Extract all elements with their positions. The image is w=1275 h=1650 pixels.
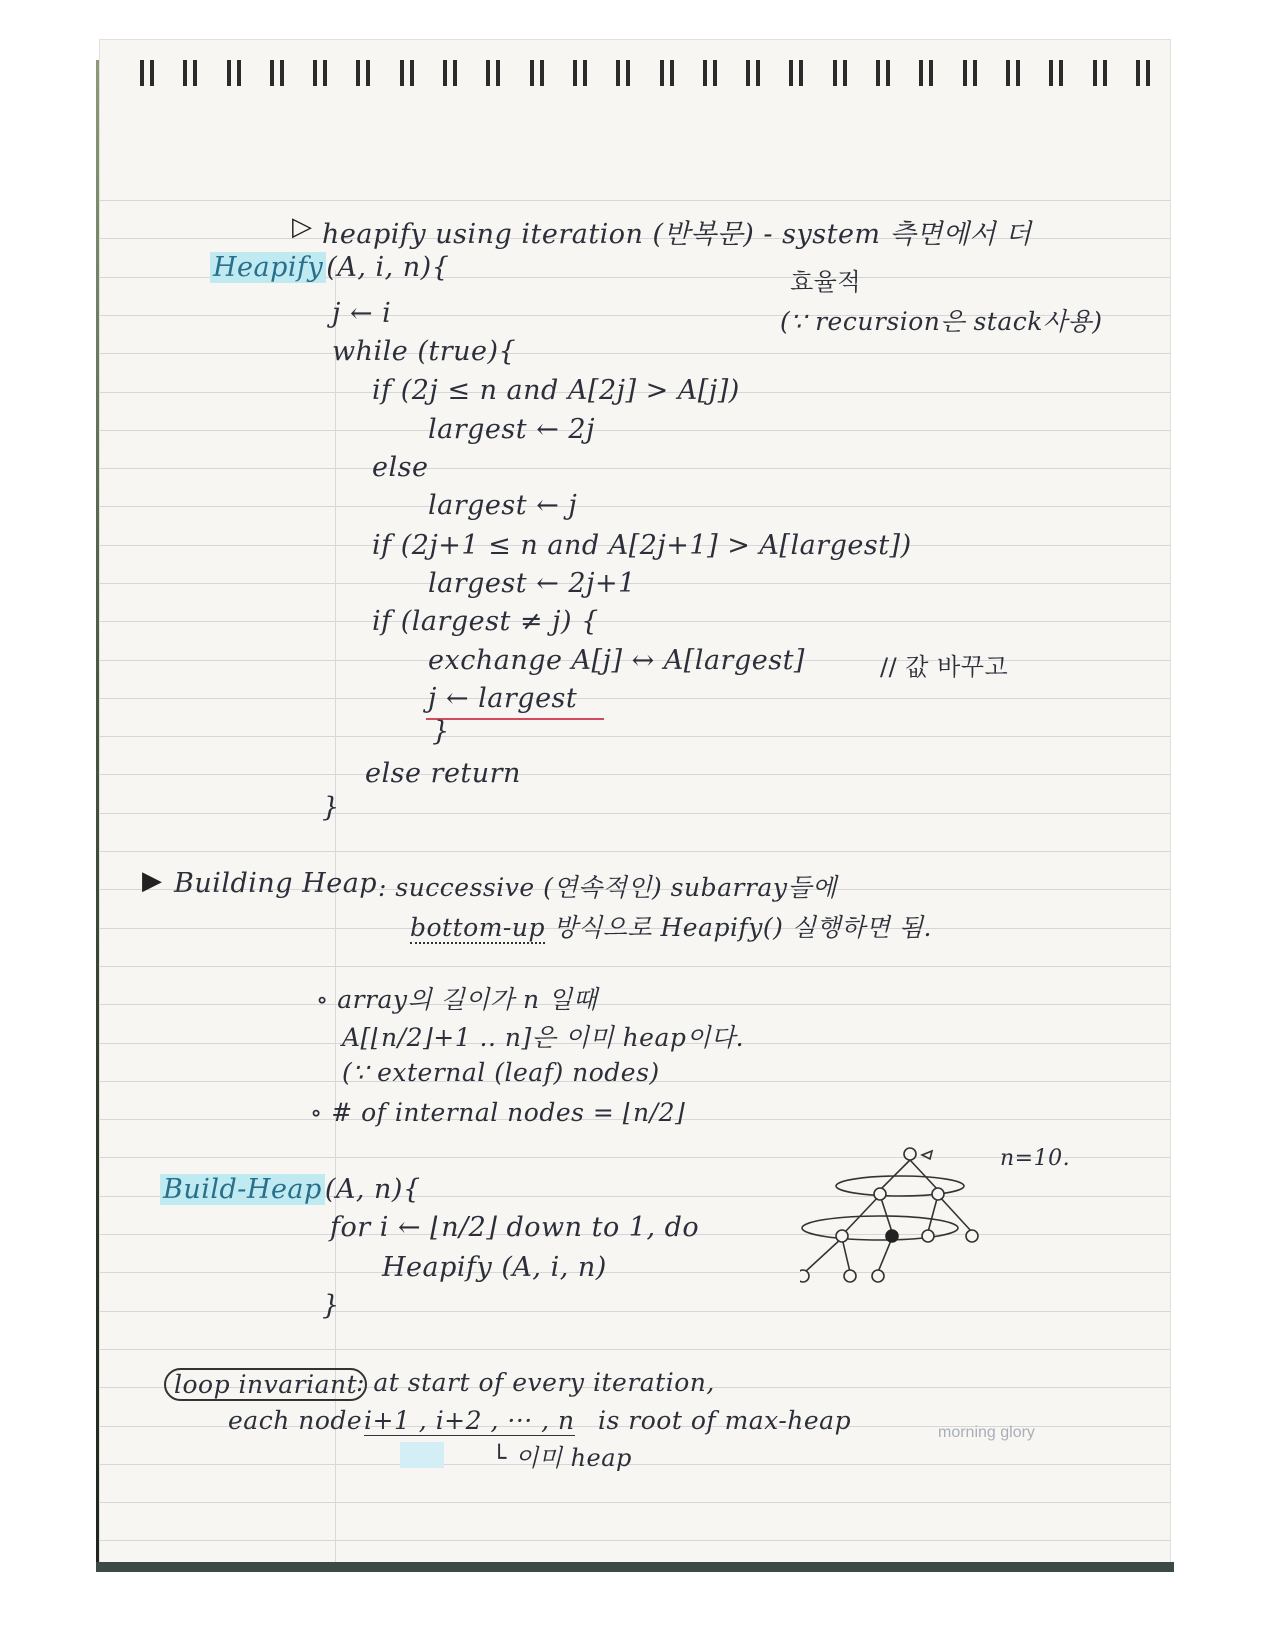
- ruled-line: [100, 468, 1170, 469]
- ruled-line: [100, 200, 1170, 201]
- ruled-line: [100, 1464, 1170, 1465]
- loop-invariant-line3: └ 이미 heap: [492, 1444, 632, 1472]
- filled-triangle-marker-icon: ▶: [142, 866, 162, 896]
- loop-invariant-line2a: each node: [228, 1406, 363, 1435]
- ruled-line: [100, 1004, 1170, 1005]
- bottom-up-term: bottom-up: [410, 913, 545, 942]
- spiral-binding: [140, 60, 1150, 90]
- note-line: (∵ external (leaf) nodes): [342, 1058, 660, 1087]
- code-line: largest ← 2j+1: [428, 568, 636, 599]
- ruled-line: [100, 430, 1170, 431]
- loop-invariant-range: i+1 , i+2 , ··· , n: [364, 1406, 575, 1435]
- building-heap-desc-rest: 방식으로 Heapify() 실행하면 됨.: [544, 913, 932, 942]
- building-heap-title: Building Heap: [174, 868, 378, 899]
- ruled-line: [100, 1349, 1170, 1350]
- code-line: else: [372, 452, 429, 483]
- notebook-edge-bottom: [96, 1562, 1174, 1572]
- code-line: else return: [365, 758, 521, 789]
- code-line: for i ← ⌊n/2⌋ down to 1, do: [330, 1212, 700, 1243]
- building-heap-desc: : successive (연속적인) subarray들에: [378, 873, 837, 902]
- ruled-line: [100, 1540, 1170, 1541]
- ruled-line: [100, 851, 1170, 852]
- code-line: if (2j ≤ n and A[2j] > A[j]): [372, 375, 740, 406]
- highlight-mark: [400, 1442, 444, 1468]
- ruled-line: [100, 621, 1170, 622]
- notebook-page: [100, 40, 1170, 1570]
- code-line: j ← largest: [428, 683, 578, 714]
- ruled-line: [100, 353, 1170, 354]
- ruled-line: [100, 698, 1170, 699]
- exchange-comment: // 값 바꾸고: [880, 653, 1009, 681]
- code-line: j ← i: [332, 298, 392, 329]
- code-line: if (2j+1 ≤ n and A[2j+1] > A[largest]): [372, 530, 912, 561]
- ruled-line: [100, 736, 1170, 737]
- ruled-line: [100, 506, 1170, 507]
- heapify-name: Heapify: [210, 252, 326, 283]
- ruled-line: [100, 966, 1170, 967]
- code-line: }: [432, 716, 450, 747]
- recursion-note: (∵ recursion은 stack사용): [780, 307, 1103, 336]
- loop-invariant-line1: : at start of every iteration,: [356, 1368, 715, 1397]
- code-line: }: [322, 792, 340, 823]
- ruled-line: [100, 774, 1170, 775]
- header-continued: 효율적: [790, 268, 862, 296]
- loop-invariant-term: loop invariant: [164, 1368, 367, 1401]
- build-heap-name: Build-Heap: [160, 1174, 325, 1205]
- heapify-params: (A, i, n){: [326, 252, 450, 283]
- filled-node: [886, 1230, 898, 1242]
- brand-logo: morning glory: [938, 1424, 1035, 1441]
- build-heap-params: (A, n){: [324, 1174, 421, 1205]
- triangle-marker-icon: ▷: [292, 212, 312, 242]
- ruled-line: [100, 1311, 1170, 1312]
- build-heap-signature: [160, 1174, 421, 1205]
- code-line: while (true){: [332, 336, 517, 367]
- code-line: largest ← 2j: [428, 414, 595, 445]
- note-bullet: ∘ array의 길이가 n 일때: [316, 985, 598, 1014]
- heapify-iteration-header: heapify using iteration (반복문) - system 측면에서 더: [322, 219, 1032, 250]
- note-line: A[⌊n/2⌋+1 .. n]은 이미 heap이다.: [342, 1023, 745, 1052]
- code-line: }: [322, 1290, 340, 1321]
- code-line: Heapify (A, i, n): [382, 1252, 607, 1283]
- ruled-line: [100, 813, 1170, 814]
- code-line: if (largest ≠ j) {: [372, 606, 599, 637]
- code-line: exchange A[j] ↔ A[largest]: [428, 645, 805, 676]
- ruled-line: [100, 1502, 1170, 1503]
- building-heap-desc-2: [410, 908, 932, 944]
- tree-size-label: n=10.: [1000, 1146, 1071, 1171]
- heapify-signature: [210, 252, 449, 283]
- code-line: largest ← j: [428, 490, 578, 521]
- note-bullet: ∘ # of internal nodes = ⌊n/2⌋: [310, 1098, 686, 1127]
- red-underline: [426, 718, 604, 720]
- loop-invariant-line2c: is root of max-heap: [598, 1406, 852, 1435]
